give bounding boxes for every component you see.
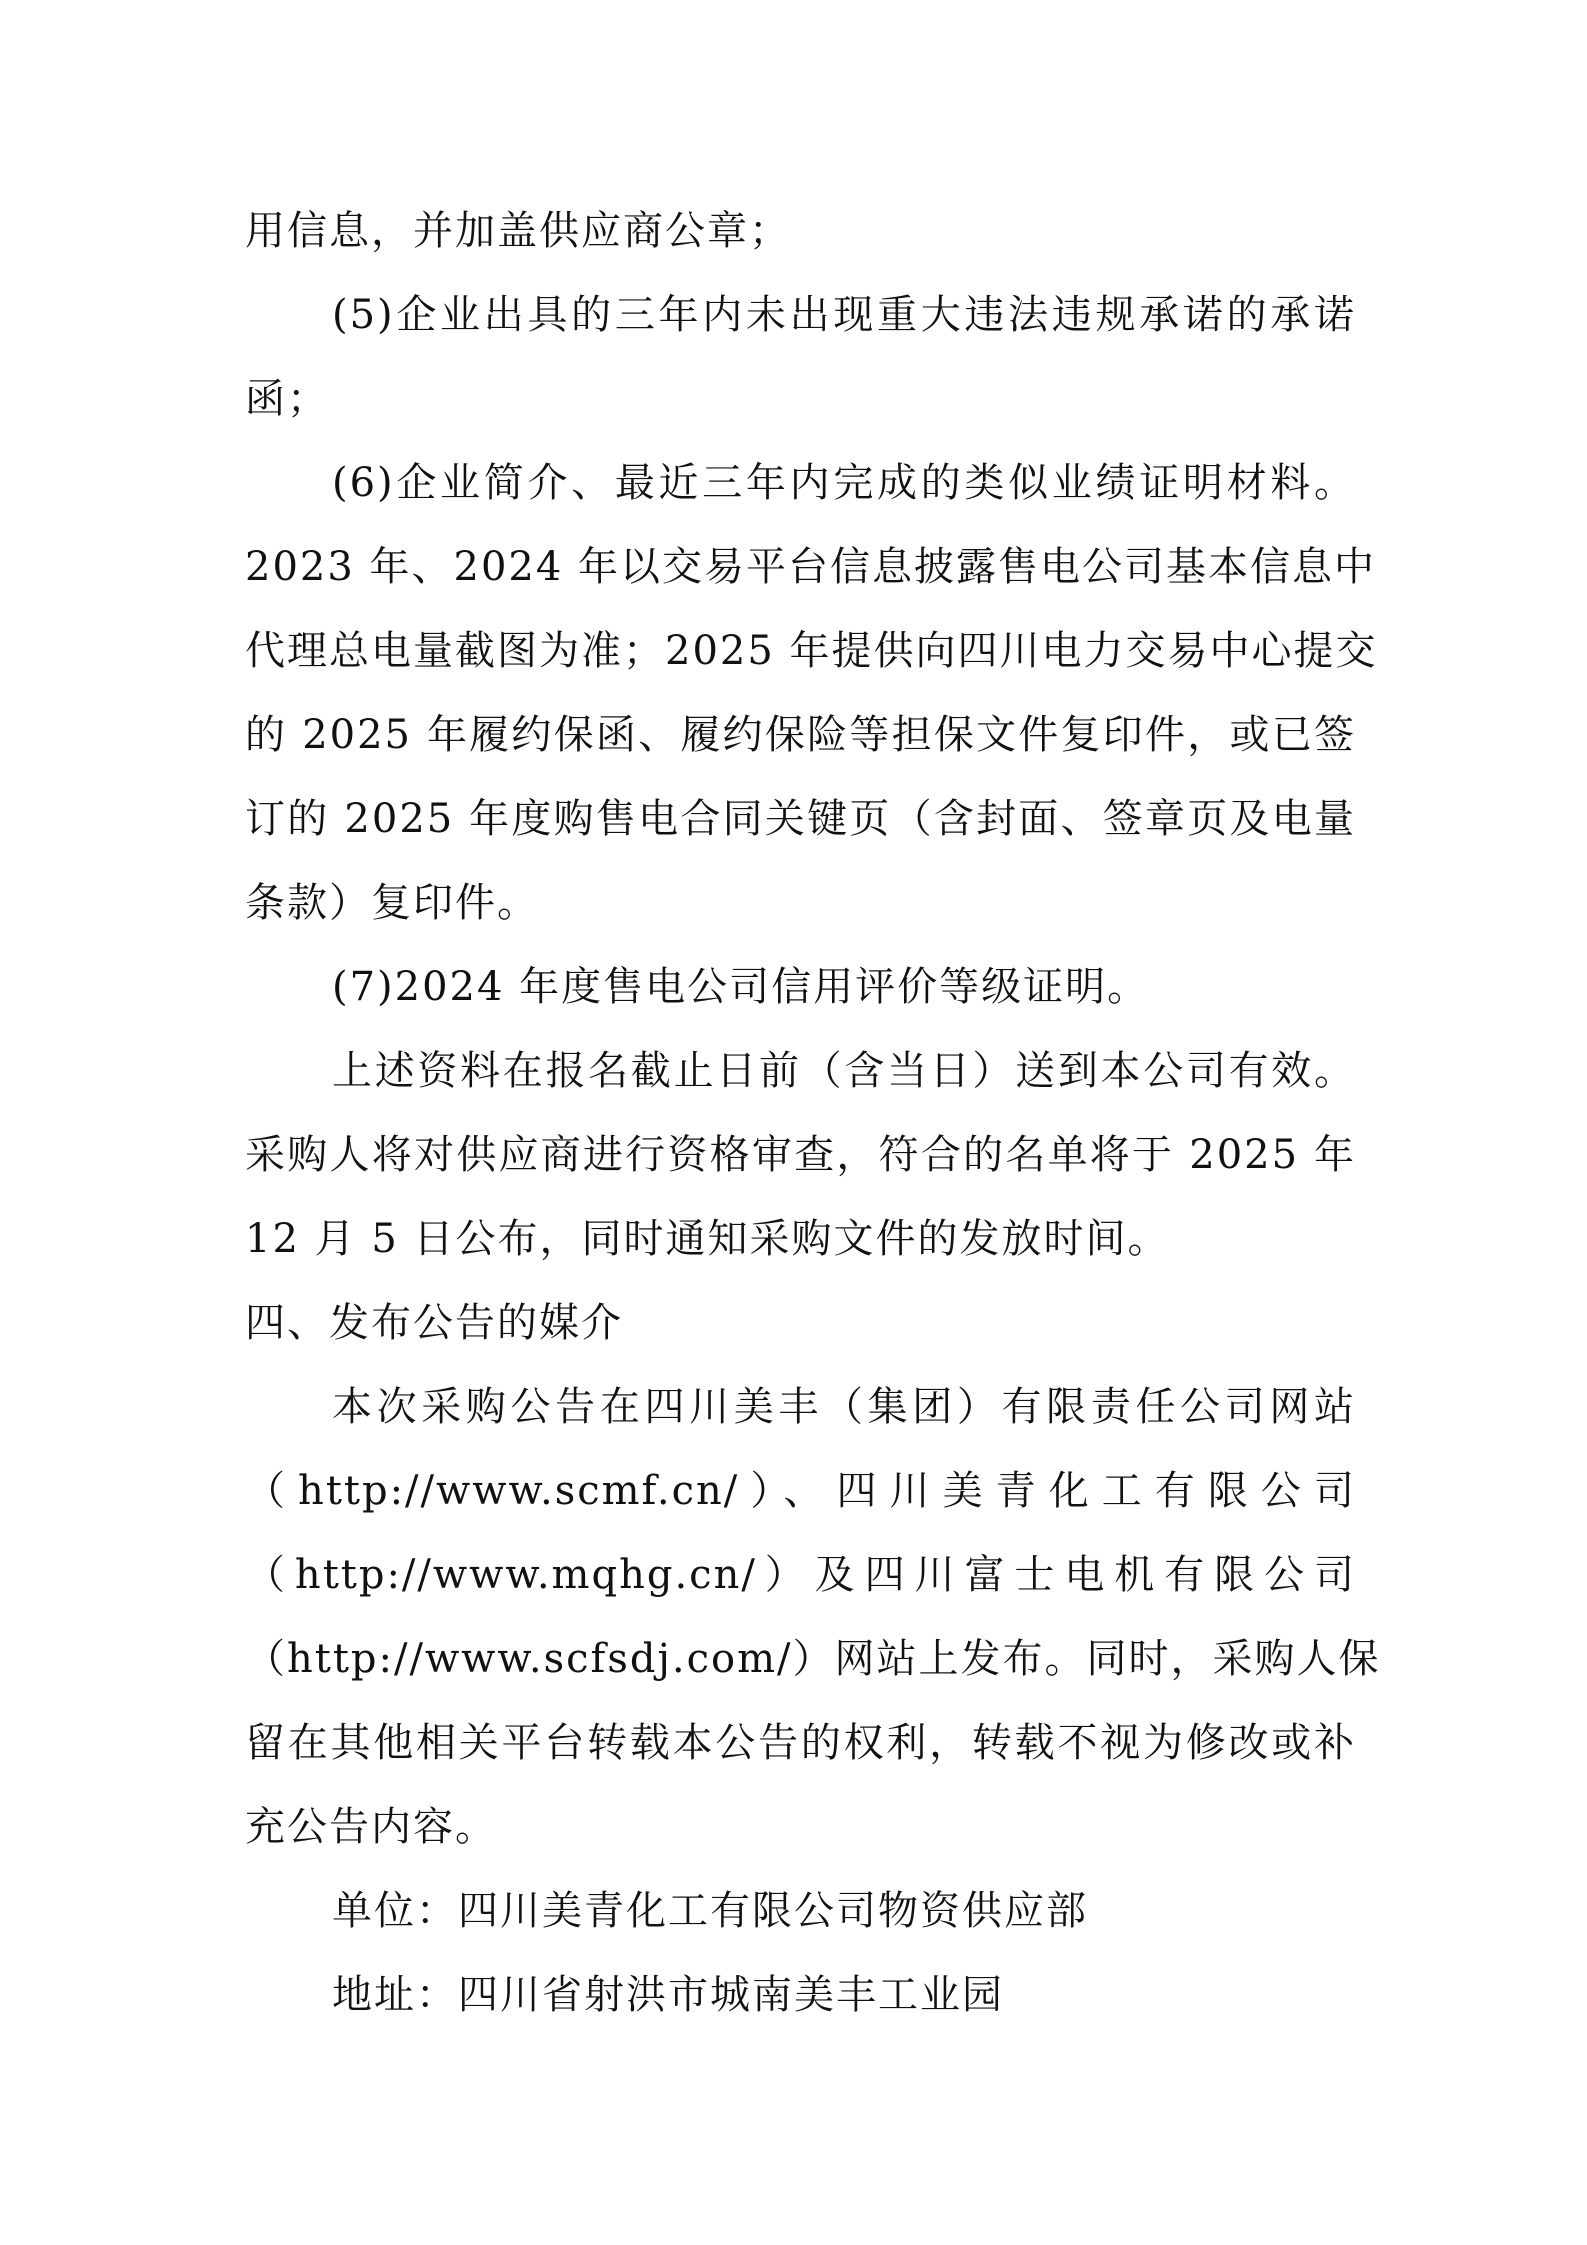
paragraph [245, 1029, 1356, 1281]
paragraph [245, 1869, 1356, 1953]
text-line: 采购人将对供应商进行资格审查，符合的名单将于 2025 年 [245, 1132, 1356, 1178]
text-line: 用信息，并加盖供应商公章； [245, 208, 791, 254]
text-line: 上述资料在报名截止日前（含当日）送到本公司有效。 [332, 1048, 1356, 1094]
text-line: 四、发布公告的媒介 [245, 1300, 623, 1346]
text-line: 本次采购公告在四川美丰（集团）有限责任公司网站 [332, 1384, 1356, 1430]
text-line: 的 2025 年履约保函、履约保险等担保文件复印件，或已签 [245, 712, 1356, 758]
text-line: （http://www.mqhg.cn/）及四川富士电机有限公司 [245, 1552, 1356, 1598]
text-line: (5)企业出具的三年内未出现重大违法违规承诺的承诺 [332, 292, 1356, 338]
text-line: 留在其他相关平台转载本公告的权利，转载不视为修改或补 [245, 1720, 1356, 1766]
paragraph [245, 1953, 1356, 2037]
paragraph [245, 441, 1378, 945]
section-heading [245, 1281, 1356, 1365]
text-line: 代理总电量截图为准；2025 年提供向四川电力交易中心提交 [245, 628, 1378, 674]
text-line: 单位：四川美青化工有限公司物资供应部 [332, 1888, 1088, 1934]
text-line: 订的 2025 年度购售电合同关键页（含封面、签章页及电量 [245, 796, 1356, 842]
text-line: 12 月 5 日公布，同时通知采购文件的发放时间。 [245, 1216, 1170, 1262]
text-line: 2023 年、2024 年以交易平台信息披露售电公司基本信息中 [245, 544, 1377, 590]
text-line: (7)2024 年度售电公司信用评价等级证明。 [332, 964, 1150, 1010]
text-line: （http://www.scmf.cn/）、四川美青化工有限公司 [245, 1468, 1356, 1514]
text-line: 地址：四川省射洪市城南美丰工业园 [332, 1972, 1004, 2018]
text-line: 充公告内容。 [245, 1804, 497, 1850]
text-line: （http://www.scfsdj.com/）网站上发布。同时，采购人保 [245, 1636, 1381, 1682]
paragraph [245, 945, 1356, 1029]
paragraph [245, 1365, 1381, 1869]
text-line: 条款）复印件。 [245, 880, 539, 926]
paragraph [245, 189, 1356, 273]
text-line: 函； [245, 376, 329, 422]
paragraph [245, 273, 1356, 441]
document-body [245, 189, 1381, 2037]
text-line: (6)企业简介、最近三年内完成的类似业绩证明材料。 [332, 460, 1356, 506]
